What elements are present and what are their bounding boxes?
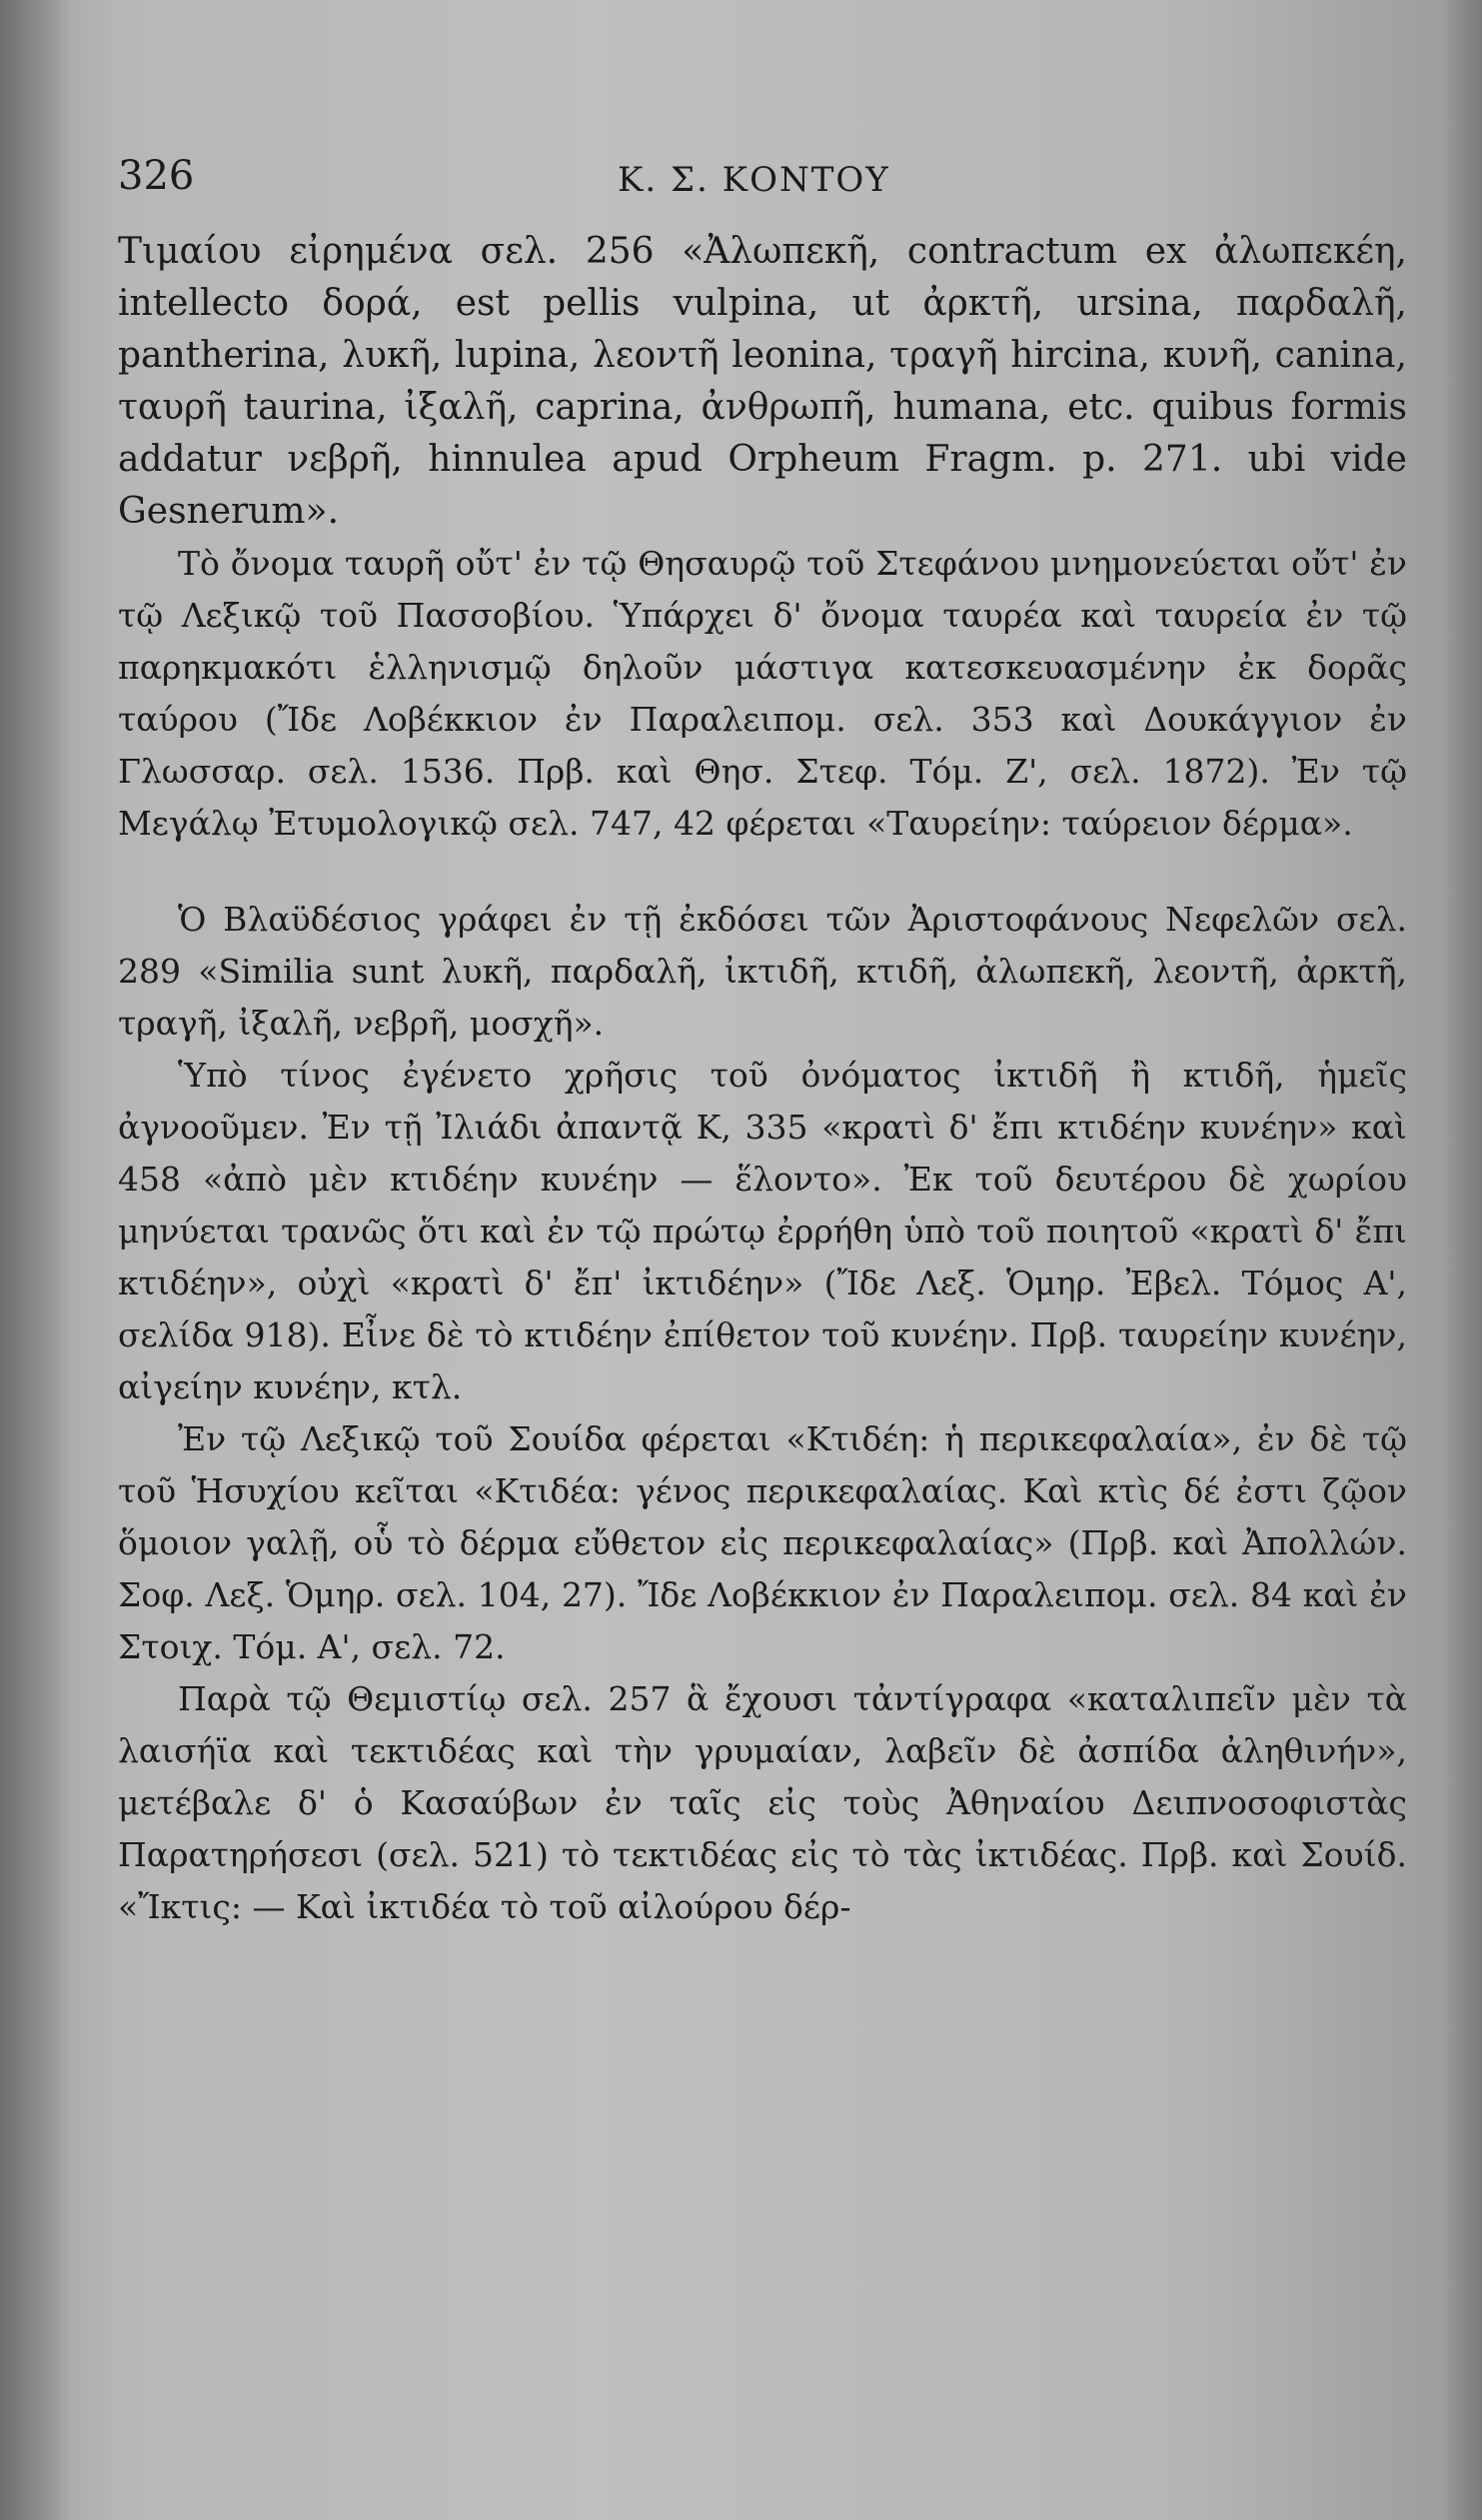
running-head-title: Κ. Σ. ΚΟΝΤΟΥ [618,160,890,200]
paragraph-3: Ὁ Βλαϋδέσιος γράφει ἐν τῇ ἐκδόσει τῶν Ἀριστοφάνους Νεφελῶν σελ. 289 «Similia sunt λυκῆ, παρδαλῆ, ἰκτιδῆ, κτιδῆ, ἀλωπεκῆ, λεοντῆ, ἀρκτῆ, τραγῆ, ἰξαλῆ, νεβρῆ, μοσχῆ». [118,900,1407,1043]
page-text-block [118,150,1407,1933]
paragraph-6: Παρὰ τῷ Θεμιστίῳ σελ. 257 ἃ ἔχουσι τἀντίγραφα «καταλιπεῖν μὲν τὰ λαισήϊα καὶ τεκτιδέας καὶ τὴν γρυμαίαν, λαβεῖν δὲ ἀσπίδα ἀληθινήν», μετέβαλε δ' ὁ Κασαύβων ἐν ταῖς εἰς τοὺς Ἀθηναίου Δειπνοσοφιστὰς Παρατηρήσεσι (σελ. 521) τὸ τεκτιδέας εἰς τὸ τὰς ἰκτιδέας. Πρβ. καὶ Σουίδ. «Ἴκτις: — Καὶ ἰκτιδέα τὸ τοῦ αἰλούρου δέρ- [118,1679,1407,1926]
paragraph-4: Ὑπὸ τίνος ἐγένετο χρῆσις τοῦ ὀνόματος ἰκτιδῆ ἢ κτιδῆ, ἡμεῖς ἀγνοοῦμεν. Ἐν τῇ Ἰλιάδι ἀπαντᾷ Κ, 335 «κρατὶ δ' ἔπι κτιδέην κυνέην» καὶ 458 «ἀπὸ μὲν κτιδέην κυνέην — ἕλοντο». Ἐκ τοῦ δευτέρου δὲ χωρίου μηνύεται τρανῶς ὅτι καὶ ἐν τῷ πρώτῳ ἐρρήθη ὑπὸ τοῦ ποιητοῦ «κρατὶ δ' ἔπι κτιδέην», οὐχὶ «κρατὶ δ' ἔπ' ἰκτιδέην» (Ἴδε Λεξ. Ὁμηρ. Ἐβελ. Τόμος Α', σελίδα 918). Εἶνε δὲ τὸ κτιδέην ἐπίθετον τοῦ κυνέην. Πρβ. ταυρείην κυνέην, αἰγείην κυνέην, κτλ. [118,1056,1407,1406]
paragraph-2: Τὸ ὄνομα ταυρῆ οὔτ' ἐν τῷ Θησαυρῷ τοῦ Στεφάνου μνημονεύεται οὔτ' ἐν τῷ Λεξικῷ τοῦ Πασσοβίου. Ὑπάρχει δ' ὄνομα ταυρέα καὶ ταυρεία ἐν τῷ παρηκμακότι ἑλληνισμῷ δηλοῦν μάστιγα κατεσκευασμένην ἐκ δορᾶς ταύρου (Ἴδε Λοβέκκιον ἐν Παραλειπομ. σελ. 353 καὶ Δουκάγγιον ἐν Γλωσσαρ. σελ. 1536. Πρβ. καὶ Θησ. Στεφ. Τόμ. Ζ', σελ. 1872). Ἐν τῷ Μεγάλῳ Ἐτυμολογικῷ σελ. 747, 42 φέρεται «Ταυρείην: ταύρειον δέρμα». [118,544,1407,843]
page-edge-shadow-right [1442,0,1482,2520]
paragraph-5: Ἐν τῷ Λεξικῷ τοῦ Σουίδα φέρεται «Κτιδέη: ἡ περικεφαλαία», ἐν δὲ τῷ τοῦ Ἡσυχίου κεῖται «Κτιδέα: γένος περικεφαλαίας. Καὶ κτὶς δέ ἐστι ζῷον ὅμοιον γαλῇ, οὗ τὸ δέρμα εὔθετον εἰς περικεφαλαίας» (Πρβ. καὶ Ἀπολλών. Σοφ. Λεξ. Ὁμηρ. σελ. 104, 27). Ἴδε Λοβέκκιον ἐν Παραλειπομ. σελ. 84 καὶ ἐν Στοιχ. Τόμ. Α', σελ. 72. [118,1419,1407,1666]
running-head [118,150,1407,210]
page-number: 326 [118,153,195,199]
page-edge-shadow-left [0,0,70,2520]
paragraph-1: Τιμαίου εἰρημένα σελ. 256 «Ἀλωπεκῆ, contractum ex ἀλωπεκέη, intellecto δορά, est pellis vulpina, ut ἀρκτῆ, ursina, παρδαλῆ, pantherina, λυκῆ, lupina, λεοντῆ leonina, τραγῆ hircina, κυνῆ, canina, ταυρῆ taurina, ἰξαλῆ, caprina, ἀνθρωπῆ, humana, etc. quibus formis addatur νεβρῆ, hinnulea apud Orpheum Fragm. p. 271. ubi vide Gesnerum». [118,231,1407,532]
